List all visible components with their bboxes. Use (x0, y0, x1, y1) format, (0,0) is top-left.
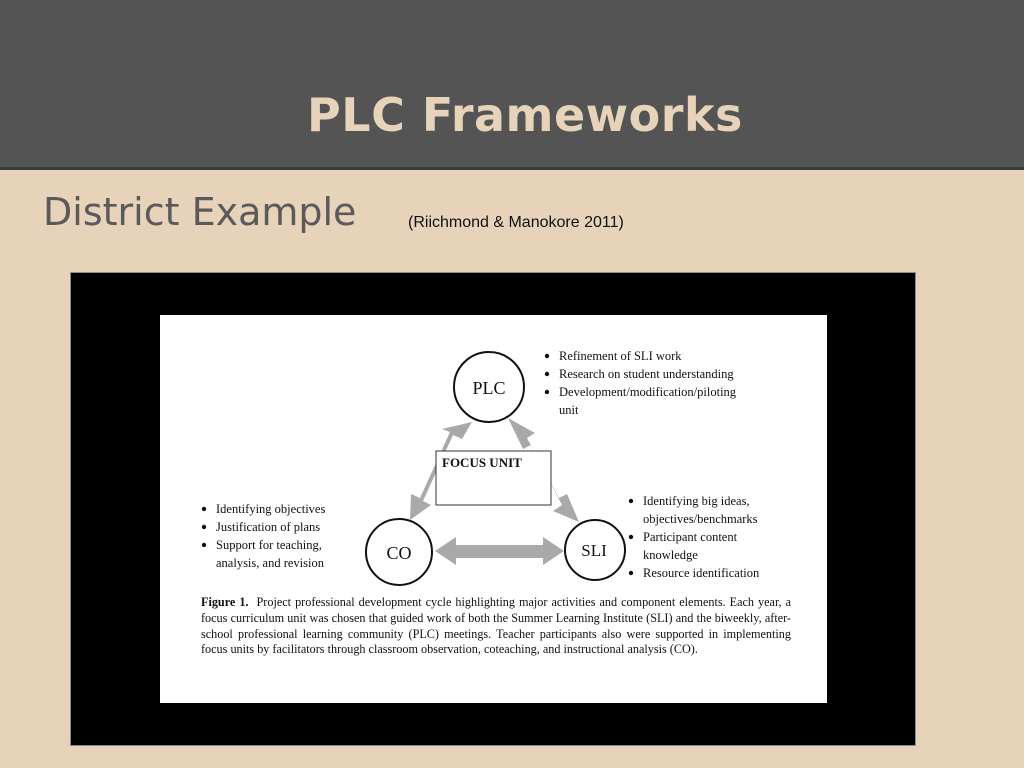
sli-bullet: Resource identification (643, 566, 760, 580)
bullet-dot (202, 525, 206, 529)
plc-bullet-list (545, 349, 737, 417)
sli-bullet: Participant content (643, 530, 738, 544)
bullet-dot (545, 372, 549, 376)
sli-bullet-list (629, 494, 760, 580)
co-bullet: Identifying objectives (216, 502, 326, 516)
bullet-dot (629, 499, 633, 503)
plc-bullet: Research on student understanding (559, 367, 734, 381)
sli-bullet: knowledge (643, 548, 698, 562)
bullet-dot (202, 543, 206, 547)
plc-bullet: unit (559, 403, 579, 417)
bullet-dot (202, 507, 206, 511)
plc-bullet: Refinement of SLI work (559, 349, 682, 363)
sli-label: SLI (581, 541, 607, 560)
bullet-dot (629, 535, 633, 539)
caption-text: Project professional development cycle highlighting major activities and component elements. Each year, a focus curriculum unit was chosen that guided work of both the Summer Learning Institute (SLI) and the biweekly, after-school professional learning community (PLC) meetings. Teacher participants also were supported in implementing focus units by facilitators through classroom observation, coteaching, and instructional analysis (CO). (201, 595, 791, 657)
plc-label: PLC (472, 378, 506, 398)
co-bullet: Justification of plans (216, 520, 321, 534)
co-bullet: Support for teaching, (216, 538, 322, 552)
plc-bullet: Development/modification/piloting (559, 385, 737, 399)
figure-image (160, 315, 827, 703)
co-label: CO (386, 543, 412, 563)
caption-label: Figure 1. (201, 595, 249, 609)
slide-title: PLC Frameworks (307, 88, 743, 142)
title-bar (0, 0, 1024, 170)
sli-bullet: objectives/benchmarks (643, 512, 758, 526)
focus-unit-label: FOCUS UNIT (442, 455, 522, 470)
bullet-dot (629, 571, 633, 575)
bullet-dot (545, 354, 549, 358)
figure-caption (201, 595, 791, 658)
slide-subtitle: District Example (43, 190, 357, 234)
arrow-co-sli (435, 537, 564, 565)
citation: (Riichmond & Manokore 2011) (408, 214, 624, 231)
sli-bullet: Identifying big ideas, (643, 494, 750, 508)
co-bullet-list (202, 502, 326, 570)
bullet-dot (545, 390, 549, 394)
co-bullet: analysis, and revision (216, 556, 324, 570)
